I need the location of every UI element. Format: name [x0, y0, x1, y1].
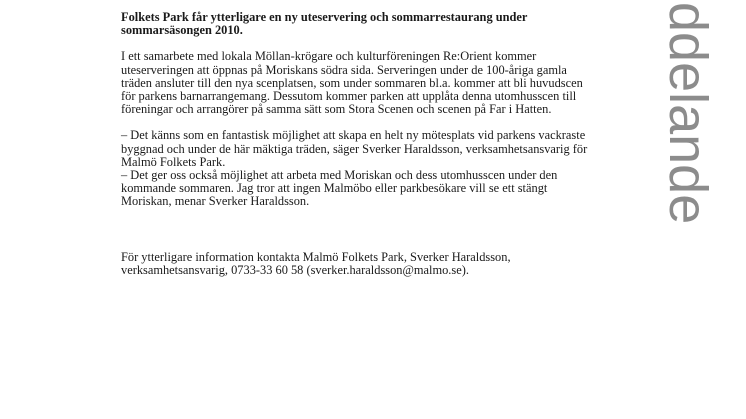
intro-paragraph: I ett samarbete med lokala Möllan-krögare och kulturföreningen Re:Orient kommer uteserveringen att öppnas på Moriskans södra sida. Serveringen under de 100-åriga gamla träden ansluter till den nya scenplatsen, som under sommaren bl.a. kommer att bli huvudscen för parkens barnarrangemang. Dessutom kommer parken att upplåta denna utomhusscen till föreningar och arrangörer på samma sätt som Stora Scenen och scenen på Far i Hatten.: [121, 49, 583, 117]
press-release-body: [121, 11, 591, 277]
headline: Folkets Park får ytterligare en ny uteservering och sommarrestaurang under sommarsäsongen 2010.: [121, 10, 528, 38]
contact-info: För ytterligare information kontakta Malmö Folkets Park, Sverker Haraldsson, verksamhetsansvarig, 0733-33 60 58 (sverker.haraldsson@malmo.se).: [121, 249, 511, 277]
vertical-heading-text: ddelande: [658, 2, 718, 225]
quote-paragraph-2: – Det ger oss också möjlighet att arbeta med Moriskan och dess utomhusscen under den kommande sommaren. Jag tror att ingen Malmöbo eller parkbesökare vill se ett stängt Moriskan, menar Sverker Haraldsson.: [121, 168, 558, 209]
quote-block: [121, 129, 591, 208]
vertical-heading: [660, 2, 716, 230]
quote-paragraph-1: – Det känns som en fantastisk möjlighet att skapa en helt ny mötesplats vid parkens vackraste byggnad och under de här mäktiga träden, säger Sverker Haraldsson, verksamhetsansvarig för Malmö Folkets Park.: [121, 128, 588, 169]
